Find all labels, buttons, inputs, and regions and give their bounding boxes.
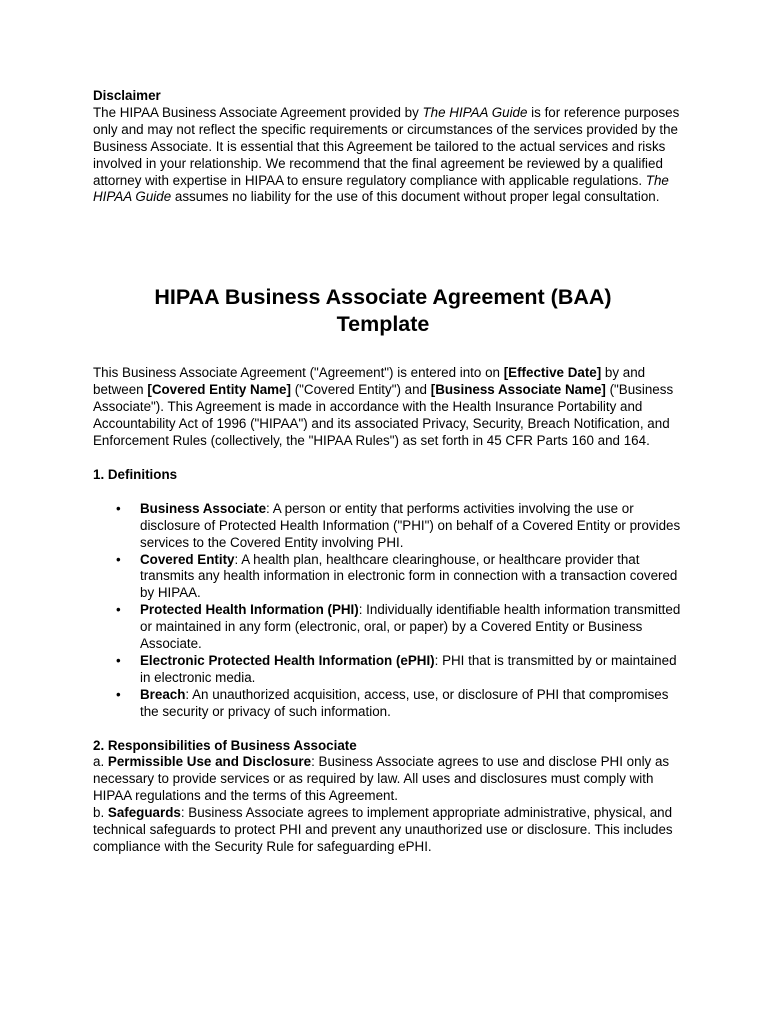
- intro-text: ("Business Associate"). This Agreement is made in accordance with the Health Insurance Portability and Accountability Act of 1996 ("HIPAA") and its associated Privacy, Security, Breach Notification, and Enforcement Rules (collectively, the "HIPAA Rules") as set forth in 45 CFR Parts 160 and 164.: [93, 382, 674, 448]
- definition-text: : PHI that is transmitted by or maintained in electronic media.: [140, 652, 677, 685]
- definition-text: : An unauthorized acquisition, access, use, or disclosure of PHI that compromises the security or privacy of such information.: [140, 686, 669, 719]
- definition-term: Business Associate: [140, 500, 267, 516]
- disclaimer-heading: Disclaimer: [93, 88, 161, 103]
- item-prefix: b.: [93, 805, 108, 821]
- item-prefix: a.: [93, 754, 108, 770]
- bullet-icon: •: [116, 652, 121, 668]
- definition-term: Breach: [140, 686, 186, 702]
- guide-name: The HIPAA Guide: [93, 172, 669, 205]
- business-associate-placeholder: [Business Associate Name]: [430, 382, 606, 398]
- bullet-icon: •: [116, 551, 121, 567]
- disclaimer-text: assumes no liability for the use of this document without proper legal consultation.: [171, 189, 660, 205]
- responsibility-text: : Business Associate agrees to implement appropriate administrative, physical, and technical safeguards to protect PHI and prevent any unauthorized use or disclosure. This includes compliance with the Security Rule for safeguarding ePHI.: [93, 805, 673, 854]
- responsibility-term: Safeguards: [107, 805, 181, 821]
- definitions-heading: 1. Definitions: [93, 466, 178, 482]
- definition-text: : A person or entity that performs activities involving the use or disclosure of Protected Health Information ("PHI") on behalf of a Covered Entity or provides services to the Covered Entity involving PHI.: [140, 500, 681, 550]
- intro-text: by and between: [93, 365, 646, 398]
- guide-name: The HIPAA Guide: [422, 104, 528, 120]
- title-line: HIPAA Business Associate Agreement (BAA): [154, 285, 612, 310]
- definition-item: [116, 551, 683, 603]
- responsibility-item-a: [93, 754, 683, 805]
- intro-text: This Business Associate Agreement ("Agreement") is entered into on: [93, 365, 504, 381]
- effective-date-placeholder: [Effective Date]: [503, 365, 602, 381]
- intro-text: ("Covered Entity") and: [290, 382, 431, 398]
- disclaimer-text: The HIPAA Business Associate Agreement provided by: [93, 104, 423, 120]
- bullet-icon: •: [116, 500, 121, 516]
- definition-item: [116, 602, 683, 653]
- document-page: [93, 88, 683, 856]
- covered-entity-placeholder: [Covered Entity Name]: [147, 382, 291, 398]
- responsibility-item-b: [93, 805, 683, 856]
- disclaimer-text: is for reference purposes only and may not reflect the specific requirements or circumstances of the services provided by the Business Associate. It is essential that this Agreement be tailored to the actual services and risks involved in your relationship. We recommend that the final agreement be reviewed by a qualified attorney with expertise in HIPAA to ensure regulatory compliance with applicable regulations.: [93, 104, 680, 188]
- responsibilities-heading: 2. Responsibilities of Business Associate: [93, 737, 357, 753]
- definition-item: [116, 500, 683, 552]
- title-line: Template: [336, 312, 430, 337]
- definition-text: : A health plan, healthcare clearinghouse, or healthcare provider that transmits any health information in electronic form in connection with a transaction covered by HIPAA.: [140, 551, 678, 601]
- definitions-list: [93, 501, 683, 721]
- definition-term: Electronic Protected Health Information (ePHI): [140, 652, 435, 668]
- disclaimer-block: [93, 88, 683, 206]
- definition-item: [116, 686, 683, 721]
- definition-item: [116, 652, 683, 687]
- bullet-icon: •: [116, 602, 121, 618]
- responsibility-term: Permissible Use and Disclosure: [107, 754, 312, 770]
- intro-paragraph: [93, 365, 683, 450]
- bullet-icon: •: [116, 686, 121, 702]
- definition-term: Covered Entity: [140, 551, 235, 567]
- definition-term: Protected Health Information (PHI): [140, 602, 359, 618]
- definition-text: : Individually identifiable health information transmitted or maintained in any form (electronic, oral, or paper) by a Covered Entity or Business Associate.: [140, 602, 681, 652]
- document-title: [88, 284, 678, 338]
- responsibility-text: : Business Associate agrees to use and disclose PHI only as necessary to provide services or as required by law. All uses and disclosures must comply with HIPAA regulations and the terms of this Agreement.: [93, 754, 670, 804]
